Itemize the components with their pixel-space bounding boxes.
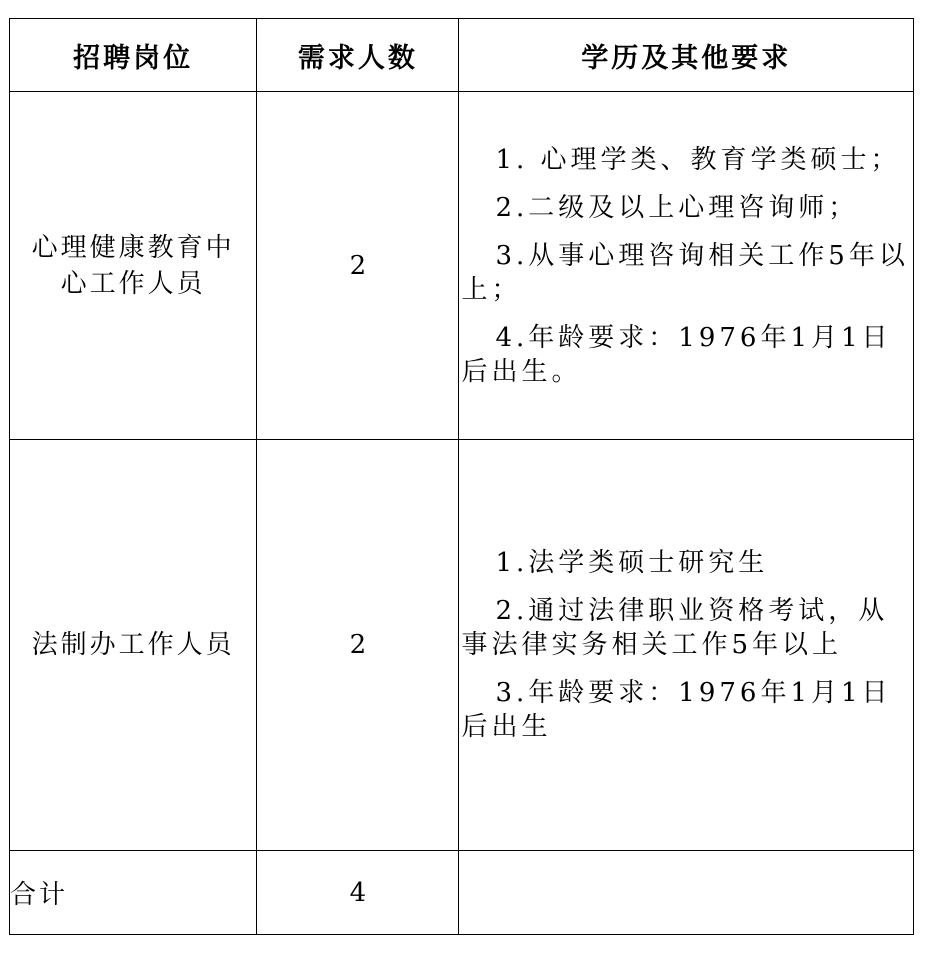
total-count: 4 [257,851,459,935]
position-line: 法制办工作人员 [31,630,235,660]
position-line: 心理健康教育中 [31,232,235,263]
header-count: 需求人数 [257,19,459,92]
position-line: 心工作人员 [60,268,206,299]
total-label: 合计 [10,851,257,935]
requirement-item: 2.通过法律职业资格考试，从事法律实务相关工作5年以上 [461,596,889,660]
table-header-row [10,19,914,92]
position-cell [10,440,257,851]
requirements-cell [459,92,914,440]
count-cell: 2 [257,440,459,851]
total-row [10,851,914,935]
total-requirements-cell [459,851,914,935]
requirement-item: 3.从事心理咨询相关工作5年以上； [461,240,909,305]
requirement-item: 2.二级及以上心理咨询师； [495,192,859,223]
header-requirements: 学历及其他要求 [459,19,914,92]
requirement-item: 4.年龄要求：1976年1月1日后出生。 [461,322,892,387]
table-row [10,92,914,440]
requirement-item: 1.法学类硕士研究生 [495,548,769,578]
requirements-cell [459,440,914,851]
requirement-item: 1. 心理学类、教育学类硕士； [495,144,901,175]
header-position: 招聘岗位 [10,19,257,92]
count-cell: 2 [257,92,459,440]
recruitment-table [9,18,914,935]
requirement-item: 3.年龄要求：1976年1月1日后出生 [461,678,892,742]
table-row [10,440,914,851]
position-cell [10,92,257,440]
